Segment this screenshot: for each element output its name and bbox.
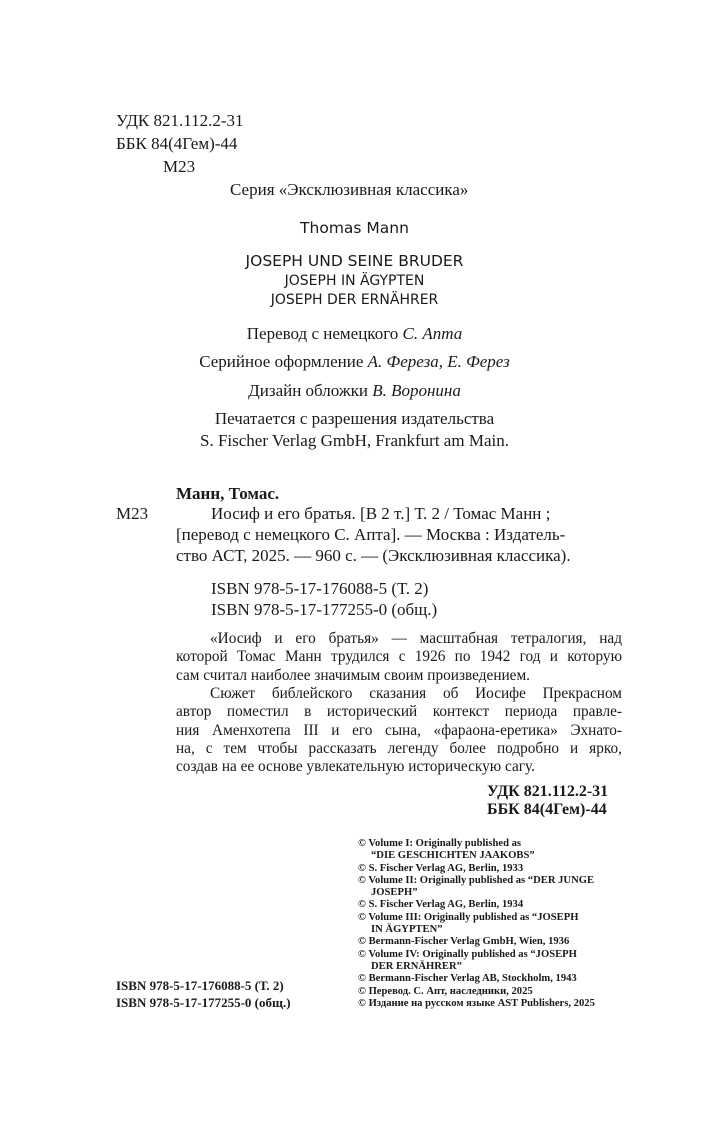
permission-line-2: S. Fischer Verlag GmbH, Frankfurt am Main. [200, 431, 509, 450]
copyright-line: © Volume IV: Originally published as “JOSEPH [358, 948, 577, 960]
copyright-line: © S. Fischer Verlag AG, Berlin, 1934 [358, 899, 524, 911]
copyright-line: © Bermann-Fischer Verlag AB, Stockholm, 1943 [358, 973, 577, 985]
footer-isbn-1: ISBN 978-5-17-176088-5 (Т. 2) [116, 978, 284, 993]
catalog-author: Манн, Томас. [176, 484, 280, 503]
series-design-label: Серийное оформление [199, 352, 368, 371]
annotation-line: Сюжет библейского сказания об Иосифе Прекрасном [210, 685, 622, 702]
annotation-paragraph-2 [176, 685, 622, 776]
copyright-block [358, 838, 638, 1010]
annotation-line: автор поместил в исторический контекст периода правле- [176, 703, 622, 721]
copyright-line: © Издание на русском языке AST Publishers, 2025 [358, 997, 595, 1009]
annotation-line: ния Аменхотепа III и его сына, «фараона-еретика» Эхнато- [176, 721, 622, 739]
author-mark-code: М23 [163, 157, 196, 176]
series-design-credit [0, 351, 709, 372]
footer-isbn-2: ISBN 978-5-17-177255-0 (общ.) [116, 995, 291, 1010]
catalog-line-3: ство АСТ, 2025. — 960 с. — (Эксклюзивная классика). [176, 546, 571, 565]
translation-label: Перевод с немецкого [246, 324, 403, 343]
copyright-line: “DIE GESCHICHTEN JAAKOBS” [371, 850, 535, 862]
catalog-isbn-1: ISBN 978-5-17-176088-5 (Т. 2) [211, 579, 429, 598]
annotation-line: которой Томас Манн трудился с 1926 по 1942 год и которую [176, 648, 622, 666]
catalog-code: М23 [116, 504, 149, 523]
copyright-line: © S. Fischer Verlag AG, Berlin, 1933 [358, 862, 524, 874]
footer-udk: УДК 821.112.2-31 [487, 783, 609, 800]
annotation-line: «Иосиф и его братья» — масштабная тетралогия, над [210, 630, 622, 647]
udk-code: УДК 821.112.2-31 [116, 111, 244, 130]
copyright-line: © Volume III: Originally published as “JOSEPH [358, 911, 579, 923]
series-line: Серия «Эксклюзивная классика» [230, 180, 469, 199]
bbk-code: ББК 84(4Гем)-44 [116, 134, 238, 153]
catalog-line-2: [перевод с немецкого С. Апта]. — Москва : Издатель- [176, 525, 566, 544]
copyright-line: © Volume II: Originally published as “DER JUNGE [358, 874, 595, 886]
annotation-line: на, с тем чтобы рассказать легенду более подробно и ярко, [176, 739, 622, 757]
translator-name: С. Апта [402, 324, 463, 343]
copyright-line: © Перевод. С. Апт, наследники, 2025 [358, 985, 533, 997]
catalog-isbn-2: ISBN 978-5-17-177255-0 (общ.) [211, 600, 438, 619]
author-original: Thomas Mann [300, 219, 409, 237]
annotation-line: создав на ее основе увлекательную историческую сагу. [176, 758, 535, 776]
original-title: JOSEPH UND SEINE BRUDER [245, 252, 464, 270]
copyright-line: DER ERNÄHRER” [371, 960, 462, 972]
original-subtitle-1: JOSEPH IN ÄGYPTEN [284, 273, 425, 289]
annotation-paragraph-1 [176, 630, 622, 685]
footer-bbk: ББК 84(4Гем)-44 [487, 801, 607, 818]
copyright-line: IN ÄGYPTEN” [371, 924, 443, 936]
annotation-line: сам считал наиболее значимым своим произведением. [176, 666, 530, 684]
cover-designer-name: В. Воронина [372, 381, 461, 400]
cover-design-label: Дизайн обложки [248, 381, 373, 400]
original-subtitle-2: JOSEPH DER ERNÄHRER [270, 292, 439, 308]
translation-credit [0, 323, 709, 344]
permission-line-1: Печатается с разрешения издательства [214, 409, 495, 428]
copyright-line: JOSEPH” [371, 887, 418, 899]
catalog-line-1: Иосиф и его братья. [В 2 т.] Т. 2 / Томас Манн ; [211, 504, 551, 523]
series-designer-names: А. Фереза, Е. Ферез [367, 352, 510, 371]
copyright-line: © Bermann-Fischer Verlag GmbH, Wien, 1936 [358, 936, 570, 948]
cover-design-credit [0, 380, 709, 401]
copyright-line: © Volume I: Originally published as [358, 838, 522, 849]
